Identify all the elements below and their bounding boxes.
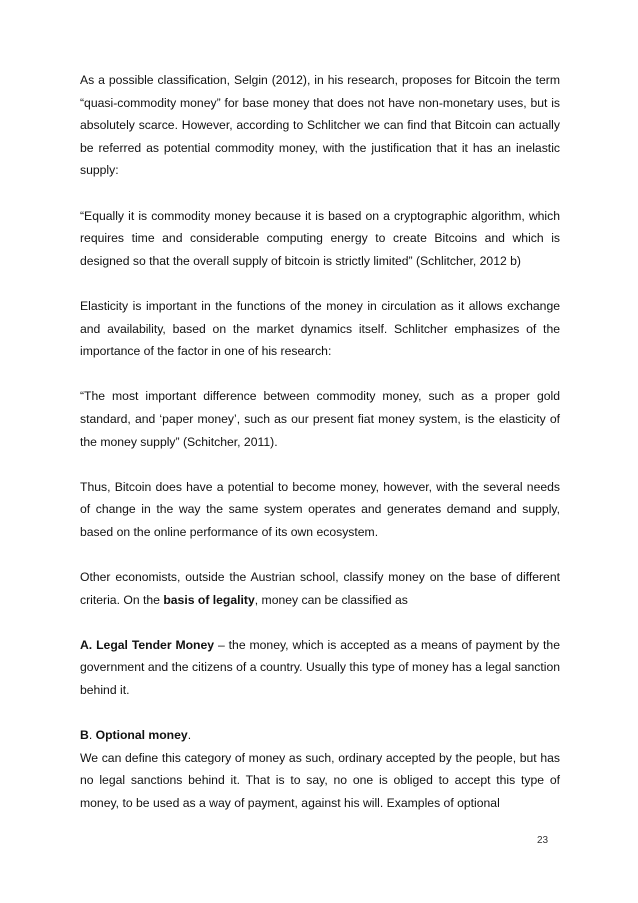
paragraph-legal-tender [80, 634, 560, 702]
legal-tender-text: – the money, which is accepted as a means of payment by the government and the citizens of a country. Usually this type of money has a legal sanction behind it. [80, 637, 560, 698]
paragraph-legality [80, 566, 560, 611]
paragraph-bitcoin-potential: Thus, Bitcoin does have a potential to become money, however, with the several needs of change in the way the same system operates and generates demand and supply, based on the online performance of its own ecosystem. [80, 479, 560, 539]
paragraph-optional-money: We can define this category of money as such, ordinary accepted by the people, but has no legal sanctions behind it. That is to say, no one is obliged to accept this type of money, to be used as a way of payment, against his will. Examples of optional [80, 750, 560, 810]
document-page [80, 69, 560, 815]
paragraph-elasticity: Elasticity is important in the functions of the money in circulation as it allows exchange and availability, based on the market dynamics itself. Schlitcher emphasizes of the importance of the factor in one of his research: [80, 298, 560, 359]
paragraph-gap [80, 543, 560, 566]
paragraph-gap [80, 272, 560, 295]
optional-money-title: Optional money [95, 728, 188, 743]
optional-money-letter: B [80, 728, 89, 743]
legality-bold-term: basis of legality [163, 592, 255, 607]
quote-money-supply: “The most important difference between commodity money, such as a proper gold standard, and ‘paper money’, such as our present fiat money system, is the elasticity of the money supply” (Schitcher, 2011). [80, 389, 560, 449]
optional-money-dot: . [88, 728, 96, 743]
paragraph-gap [80, 453, 560, 476]
paragraph-gap [80, 363, 560, 386]
page-number: 23 [537, 835, 549, 846]
paragraph-gap [80, 702, 560, 725]
legality-text-after: , money can be classified as [254, 592, 408, 607]
quote-commodity-money: “Equally it is commodity money because it is based on a cryptographic algorithm, which requires time and considerable computing energy to create Bitcoins and which is designed so that the overall supply of bitcoin is strictly limited” (Schlitcher, 2012 b) [80, 208, 560, 268]
paragraph-gap [80, 182, 560, 205]
paragraph-classification: As a possible classification, Selgin (2012), in his research, proposes for Bitcoin the term “quasi-commodity money” for base money that does not have non-monetary uses, but is absolutely scarce. However, according to Schlitcher we can find that Bitcoin can actually be referred as potential commodity money, with the justification that it has an inelastic supply: [80, 73, 560, 178]
paragraph-gap [80, 611, 560, 634]
optional-money-end: . [187, 728, 192, 743]
heading-optional-money [80, 724, 560, 747]
legal-tender-heading: A. Legal Tender Money [80, 637, 215, 652]
legality-text-before: Other economists, outside the Austrian school, classify money on the base of different criteria. On the [80, 570, 560, 607]
